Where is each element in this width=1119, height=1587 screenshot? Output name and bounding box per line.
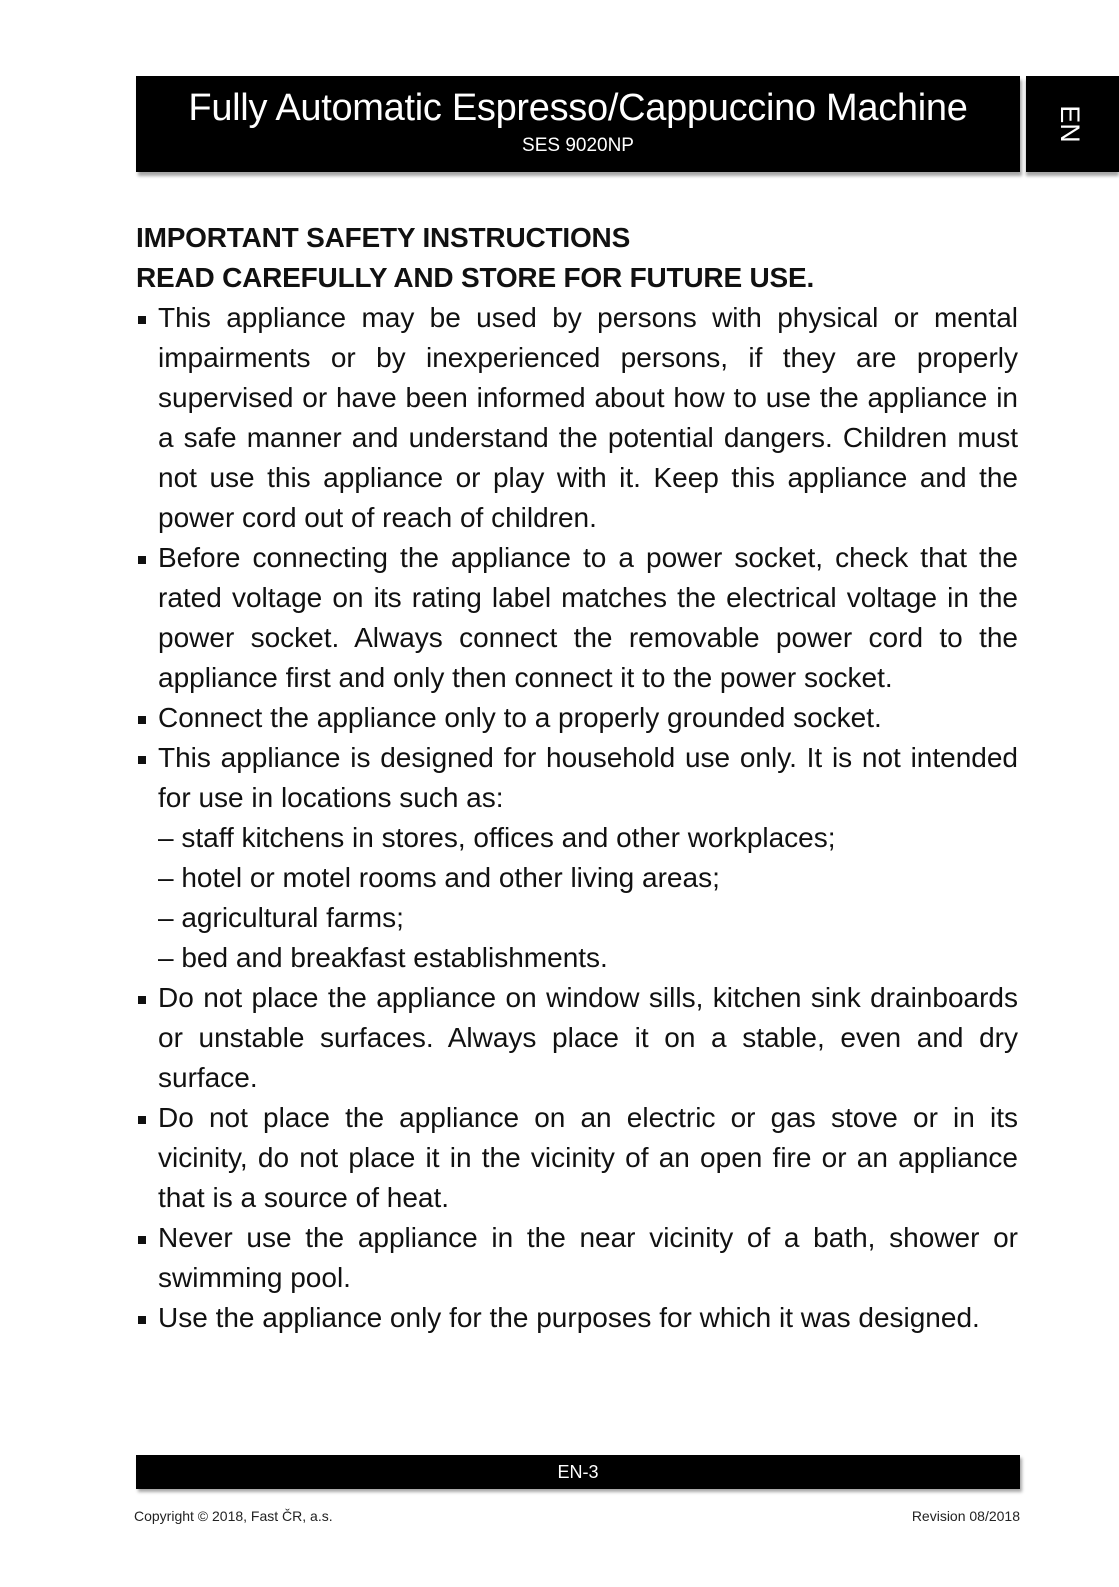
bullet-icon xyxy=(138,1236,146,1244)
section-subheading: READ CAREFULLY AND STORE FOR FUTURE USE. xyxy=(136,262,815,293)
item-text: Do not place the appliance on an electric or gas stove or in its vicinity, do not place it in the vicinity of an open fire or an appliance that is a source of heat. xyxy=(158,1102,1018,1213)
list-item xyxy=(136,1298,1018,1338)
item-text: Connect the appliance only to a properly grounded socket. xyxy=(158,702,882,733)
language-tab xyxy=(1026,76,1119,172)
list-item xyxy=(136,978,1018,1098)
model-number: SES 9020NP xyxy=(522,135,634,156)
copyright-notice: Copyright © 2018, Fast ČR, a.s. xyxy=(134,1508,333,1524)
safety-instructions xyxy=(136,218,1018,1338)
bullet-icon xyxy=(138,716,146,724)
list-item xyxy=(136,538,1018,698)
bullet-icon xyxy=(138,1316,146,1324)
section-heading: IMPORTANT SAFETY INSTRUCTIONS xyxy=(136,222,631,253)
list-item xyxy=(136,298,1018,538)
bullet-icon xyxy=(138,756,146,764)
language-label: EN xyxy=(1055,105,1085,143)
sub-item: – staff kitchens in stores, offices and other workplaces; xyxy=(158,822,836,853)
bullet-icon xyxy=(138,556,146,564)
item-text: This appliance may be used by persons with physical or mental impairments or by inexperienced persons, if they are properly supervised or have been informed about how to use the appliance in a safe manner and understand the potential dangers. Children must not use this appliance or play with it. Keep this appliance and the power cord out of reach of children. xyxy=(158,302,1018,533)
item-text: Do not place the appliance on window sills, kitchen sink drainboards or unstable surfaces. Always place it on a stable, even and dry surface. xyxy=(158,982,1018,1093)
item-text: Use the appliance only for the purposes for which it was designed. xyxy=(158,1302,980,1333)
header-bar xyxy=(136,76,1020,172)
list-item xyxy=(136,698,1018,738)
footer-bar xyxy=(136,1455,1020,1489)
revision-label: Revision 08/2018 xyxy=(911,1508,1020,1524)
page-number: EN-3 xyxy=(557,1462,599,1482)
instructions-list xyxy=(136,298,1018,1338)
sub-item: – bed and breakfast establishments. xyxy=(158,942,608,973)
item-text: Before connecting the appliance to a power socket, check that the rated voltage on its rating label matches the electrical voltage in the power socket. Always connect the removable power cord to the appliance first and only then connect it to the power socket. xyxy=(158,542,1018,693)
bullet-icon xyxy=(138,1116,146,1124)
list-item xyxy=(136,738,1018,978)
bullet-icon xyxy=(138,316,146,324)
document-title: Fully Automatic Espresso/Cappuccino Machine xyxy=(188,87,968,129)
sub-item: – hotel or motel rooms and other living areas; xyxy=(158,862,720,893)
sub-item: – agricultural farms; xyxy=(158,902,404,933)
item-text: Never use the appliance in the near vicinity of a bath, shower or swimming pool. xyxy=(158,1222,1018,1293)
bullet-icon xyxy=(138,996,146,1004)
item-text: This appliance is designed for household use only. It is not intended for use in locations such as: xyxy=(158,742,1018,813)
list-item xyxy=(136,1098,1018,1218)
list-item xyxy=(136,1218,1018,1298)
